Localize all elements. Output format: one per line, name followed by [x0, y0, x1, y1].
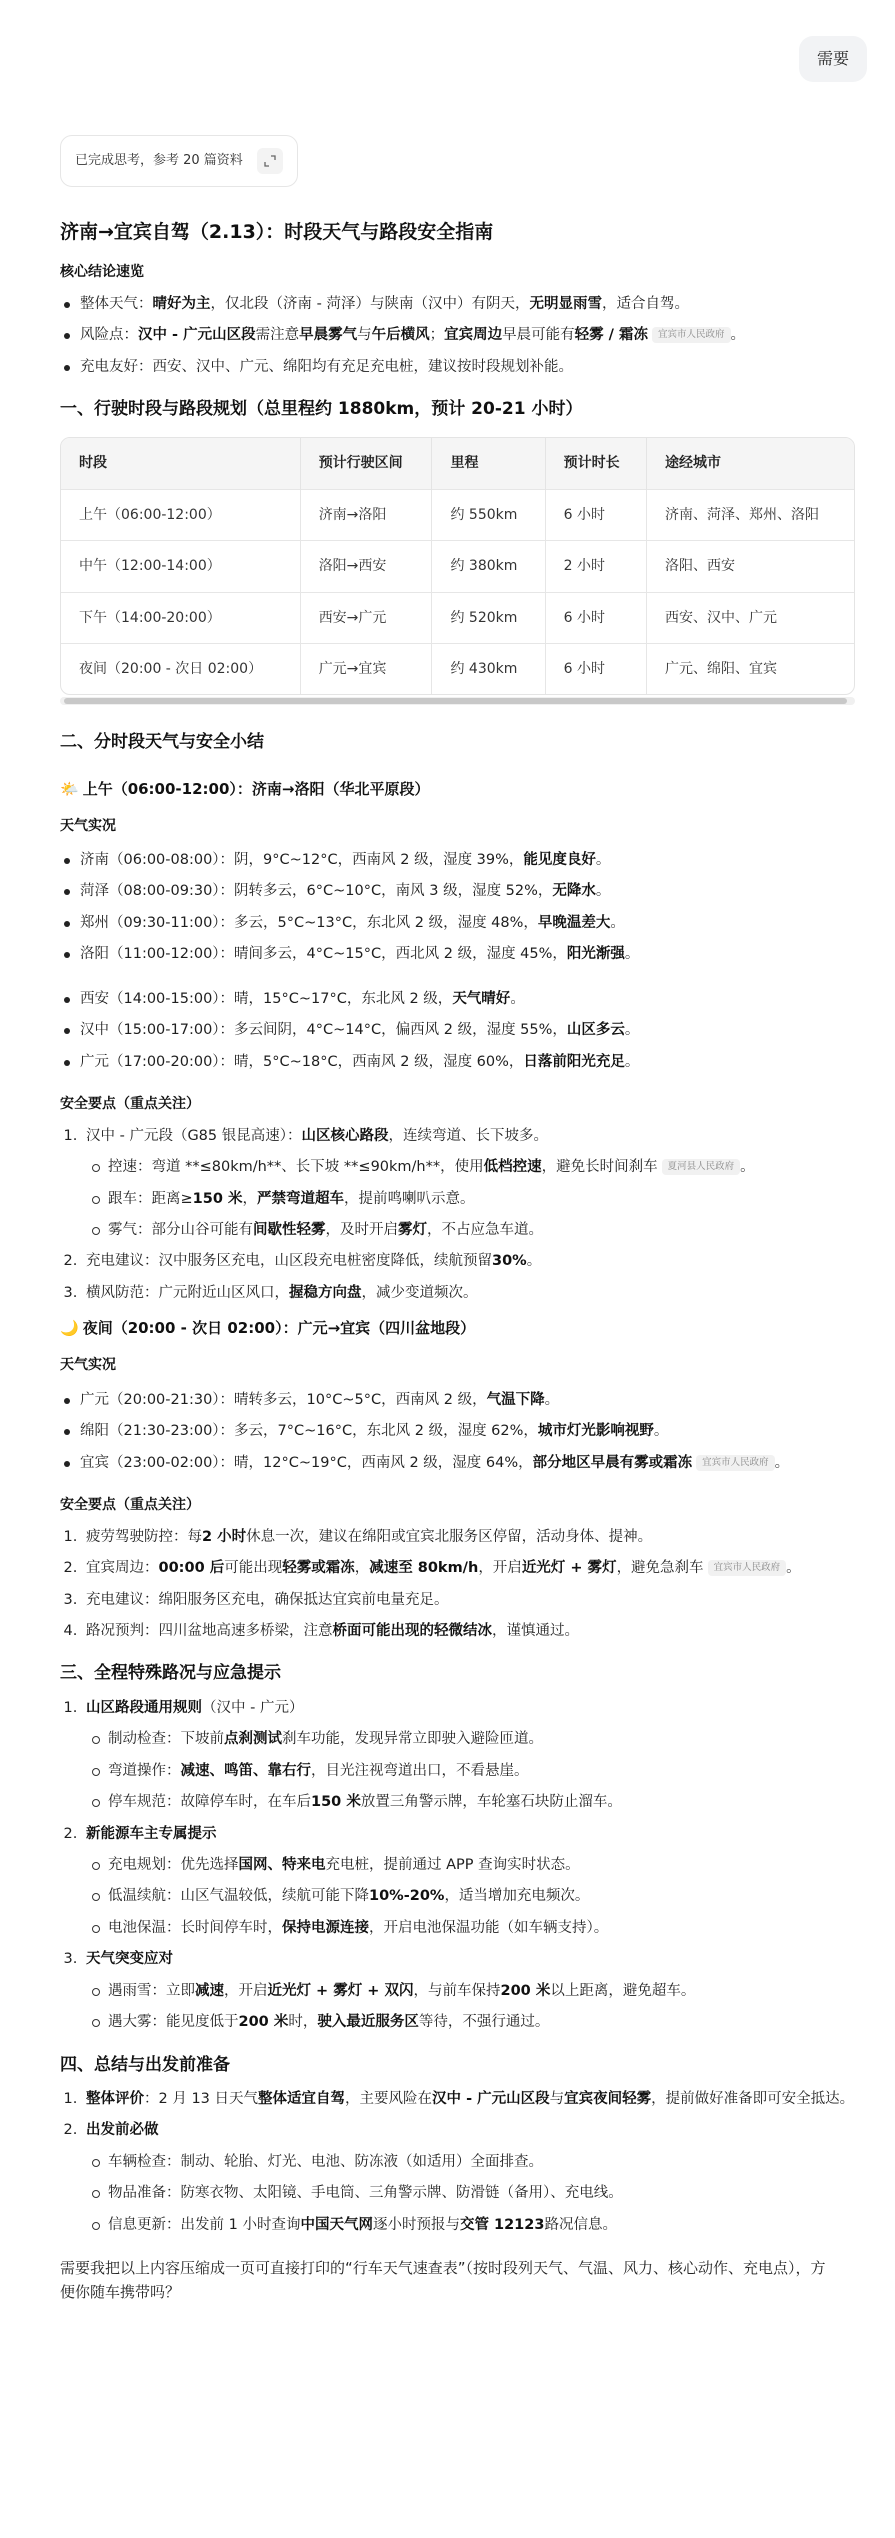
- summary-list: [60, 293, 855, 378]
- list-item: 制动检查：下坡前点刹测试刹车功能，发现异常立即驶入避险匝道。: [86, 1728, 855, 1750]
- list-item: 物品准备：防寒衣物、太阳镜、手电筒、三角警示牌、防滑链（备用）、充电线。: [86, 2182, 855, 2204]
- list-item: 2. 充电建议：汉中服务区充电，山区段充电桩密度降低，续航预留30%。: [82, 1250, 855, 1272]
- list-item: 充电友好：西安、汉中、广元、绵阳均有充足充电桩，建议按时段规划补能。: [60, 356, 855, 378]
- column-header: 预计行驶区间: [300, 438, 432, 489]
- route-table: [60, 437, 855, 695]
- list-item: 低温续航：山区气温较低，续航可能下降10%-20%，适当增加充电频次。: [86, 1885, 855, 1907]
- list-item: 2. 出发前必做 车辆检查：制动、轮胎、灯光、电池、防冻液（如适用）全面排查。 物品准备：防寒衣物、太阳镜、手电筒、三角警示牌、防滑链（备用）、充电线。 信息更新：出发前 1 小时查询中国天气网逐小时预报与交管 12123路况信息。: [82, 2119, 855, 2236]
- section-1-heading: 一、行驶时段与路段规划（总里程约 1880km，预计 20-21 小时）: [60, 399, 583, 420]
- list-item: 2. 新能源车主专属提示 充电规划：优先选择国网、特来电充电桩，提前通过 APP 查询实时状态。 低温续航：山区气温较低，续航可能下降10%-20%，适当增加充电频次。 电池保温：长时间停车时，保持电源连接，开启电池保温功能（如车辆支持）。: [82, 1823, 855, 1940]
- thinking-summary[interactable]: [60, 135, 298, 187]
- table-cell: 下午（14:00-20:00）: [61, 592, 300, 643]
- user-message-bubble: [799, 36, 867, 82]
- list-item: 西安（14:00-15:00）：晴，15°C~17°C，东北风 2 级，天气晴好。: [60, 988, 855, 1010]
- table-cell: 广元、绵阳、宜宾: [646, 643, 854, 694]
- list-item: 洛阳（11:00-12:00）：晴间多云，4°C~15°C，西北风 2 级，湿度 45%，阳光渐强。: [60, 943, 855, 965]
- sub-list: [86, 1156, 855, 1241]
- list-item: 1. 疲劳驾驶防控：每2 小时休息一次，建议在绵阳或宜宾北服务区停留，活动身体、提神。: [82, 1526, 855, 1548]
- expand-icon[interactable]: [257, 148, 283, 174]
- answer-title: 济南→宜宾自驾（2.13）：时段天气与路段安全指南: [60, 221, 494, 243]
- safety-heading: 安全要点（重点关注）: [60, 1096, 200, 1113]
- table-header-row: [61, 438, 854, 489]
- moon-icon: 🌙: [60, 1319, 79, 1338]
- afternoon-weather-list: [60, 988, 855, 1073]
- table-cell: 中午（12:00-14:00）: [61, 541, 300, 592]
- list-item: 遇雨雪：立即减速，开启近光灯 + 雾灯 + 双闪，与前车保持200 米以上距离，避免超车。: [86, 1980, 855, 2002]
- sub-list: [86, 1728, 855, 1813]
- closing-question: 需要我把以上内容压缩成一页可直接打印的“行车天气速查表”（按时段列天气、气温、风力、核心动作、充电点），方便你随车携带吗？: [60, 2259, 826, 2302]
- morning-weather-list: [60, 849, 855, 966]
- list-item: 充电规划：优先选择国网、特来电充电桩，提前通过 APP 查询实时状态。: [86, 1854, 855, 1876]
- weather-heading: 天气实况: [60, 1357, 116, 1374]
- citation-badge[interactable]: 宜宾市人民政府: [696, 1455, 775, 1471]
- list-item: 菏泽（08:00-09:30）：阴转多云，6°C~10°C，南风 3 级，湿度 52%，无降水。: [60, 880, 855, 902]
- list-item: 弯道操作：减速、鸣笛、靠右行，目光注视弯道出口，不看悬崖。: [86, 1760, 855, 1782]
- list-item: 1. 汉中 - 广元段（G85 银昆高速）：山区核心路段，连续弯道、长下坡多。 控速：弯道 **≤80km/h**、长下坡 **≤90km/h**，使用低档控速，避免长时间刹车 夏河县人民政府 。 跟车：距离≥150 米，严禁弯道超车，提前鸣喇叭示意。 雾气：部分山谷可能有间歇性轻雾，及时开启雾灯，不占应急车道。: [82, 1125, 855, 1242]
- weather-heading: 天气实况: [60, 817, 116, 834]
- table-cell: 约 430km: [432, 643, 545, 694]
- column-header: 预计时长: [545, 438, 646, 489]
- sun-cloud-icon: 🌤️: [60, 779, 79, 798]
- summary-heading: 核心结论速览: [60, 264, 144, 281]
- list-item: 济南（06:00-08:00）：阴，9°C~12°C，西南风 2 级，湿度 39%，能见度良好。: [60, 849, 855, 871]
- column-header: 途经城市: [646, 438, 854, 489]
- safety-list: [60, 1125, 855, 1305]
- list-item: 2. 宜宾周边：00:00 后可能出现轻雾或霜冻，减速至 80km/h，开启近光灯 + 雾灯，避免急刹车 宜宾市人民政府 。: [82, 1557, 855, 1579]
- table-cell: 济南、菏泽、郑州、洛阳: [646, 489, 854, 540]
- emergency-list: [60, 1697, 855, 2034]
- list-item: 广元（20:00-21:30）：晴转多云，10°C~5°C，西南风 2 级，气温下降。: [60, 1389, 855, 1411]
- list-item: 1. 山区路段通用规则（汉中 - 广元） 制动检查：下坡前点刹测试刹车功能，发现异常立即驶入避险匝道。 弯道操作：减速、鸣笛、靠右行，目光注视弯道出口，不看悬崖。 停车规范：故障停车时，在车后150 米放置三角警示牌，车轮塞石块防止溜车。: [82, 1697, 855, 1814]
- table-cell: 济南→洛阳: [300, 489, 432, 540]
- list-item: 信息更新：出发前 1 小时查询中国天气网逐小时预报与交管 12123路况信息。: [86, 2214, 855, 2236]
- list-item: 广元（17:00-20:00）：晴，5°C~18°C，西南风 2 级，湿度 60%，日落前阳光充足。: [60, 1051, 855, 1073]
- table-cell: 洛阳→西安: [300, 541, 432, 592]
- table-cell: 6 小时: [545, 489, 646, 540]
- night-weather-list: [60, 1389, 855, 1474]
- list-item: 电池保温：长时间停车时，保持电源连接，开启电池保温功能（如车辆支持）。: [86, 1917, 855, 1939]
- list-item: 控速：弯道 **≤80km/h**、长下坡 **≤90km/h**，使用低档控速，避免长时间刹车 夏河县人民政府 。: [86, 1156, 855, 1178]
- section-4-heading: 四、总结与出发前准备: [60, 2054, 230, 2075]
- table-cell: 广元→宜宾: [300, 643, 432, 694]
- section-2-heading: 二、分时段天气与安全小结: [60, 732, 264, 753]
- list-item: 汉中（15:00-17:00）：多云间阴，4°C~14°C，偏西风 2 级，湿度 55%，山区多云。: [60, 1019, 855, 1041]
- table-cell: 6 小时: [545, 643, 646, 694]
- table-cell: 约 380km: [432, 541, 545, 592]
- table-cell: 洛阳、西安: [646, 541, 854, 592]
- list-item: 3. 天气突变应对 遇雨雪：立即减速，开启近光灯 + 雾灯 + 双闪，与前车保持200 米以上距离，避免超车。 遇大雾：能见度低于200 米时，驶入最近服务区等待，不强行通过。: [82, 1948, 855, 2033]
- section-3-heading: 三、全程特殊路况与应急提示: [60, 1663, 281, 1684]
- list-item: 整体天气：晴好为主，仅北段（济南 - 菏泽）与陕南（汉中）有阴天，无明显雨雪，适合自驾。: [60, 293, 855, 315]
- column-header: 时段: [61, 438, 300, 489]
- sub-list: [86, 2151, 855, 2236]
- table-cell: 西安→广元: [300, 592, 432, 643]
- list-item: 雾气：部分山谷可能有间歇性轻雾，及时开启雾灯，不占应急车道。: [86, 1219, 855, 1241]
- morning-heading: 🌤️ 上午（06:00-12:00）：济南→洛阳（华北平原段）: [60, 779, 430, 798]
- safety-list: [60, 1526, 855, 1643]
- scrollbar-thumb[interactable]: [64, 698, 847, 704]
- list-item: 3. 充电建议：绵阳服务区充电，确保抵达宜宾前电量充足。: [82, 1589, 855, 1611]
- table-cell: 上午（06:00-12:00）: [61, 489, 300, 540]
- summary-prep-list: [60, 2088, 855, 2236]
- user-message-text: 需要: [816, 49, 849, 68]
- table-cell: 2 小时: [545, 541, 646, 592]
- table-cell: 约 550km: [432, 489, 545, 540]
- table-cell: 西安、汉中、广元: [646, 592, 854, 643]
- citation-badge[interactable]: 夏河县人民政府: [662, 1159, 741, 1175]
- list-item: 3. 横风防范：广元附近山区风口，握稳方向盘，减少变道频次。: [82, 1282, 855, 1304]
- night-heading: 🌙 夜间（20:00 - 次日 02:00）：广元→宜宾（四川盆地段）: [60, 1319, 476, 1338]
- table-row: [61, 541, 854, 592]
- citation-badge[interactable]: 宜宾市人民政府: [652, 327, 731, 343]
- list-item: 车辆检查：制动、轮胎、灯光、电池、防冻液（如适用）全面排查。: [86, 2151, 855, 2173]
- thinking-label: 已完成思考，参考 20 篇资料: [75, 152, 243, 168]
- list-item: 宜宾（23:00-02:00）：晴，12°C~19°C，西南风 2 级，湿度 64%，部分地区早晨有雾或霜冻 宜宾市人民政府 。: [60, 1452, 855, 1474]
- list-item: 风险点：汉中 - 广元山区段需注意早晨雾气与午后横风；宜宾周边早晨可能有轻雾 / 霜冻 宜宾市人民政府 。: [60, 324, 855, 346]
- table-row: [61, 592, 854, 643]
- list-item: 跟车：距离≥150 米，严禁弯道超车，提前鸣喇叭示意。: [86, 1188, 855, 1210]
- list-item: 郑州（09:30-11:00）：多云，5°C~13°C，东北风 2 级，湿度 48%，早晚温差大。: [60, 912, 855, 934]
- list-item: 4. 路况预判：四川盆地高速多桥梁，注意桥面可能出现的轻微结冰，谨慎通过。: [82, 1620, 855, 1642]
- list-item: 1. 整体评价：2 月 13 日天气整体适宜自驾，主要风险在汉中 - 广元山区段与宜宾夜间轻雾，提前做好准备即可安全抵达。: [82, 2088, 855, 2110]
- table-cell: 夜间（20:00 - 次日 02:00）: [61, 643, 300, 694]
- list-item: 停车规范：故障停车时，在车后150 米放置三角警示牌，车轮塞石块防止溜车。: [86, 1791, 855, 1813]
- table-row: [61, 643, 854, 694]
- list-item: 遇大雾：能见度低于200 米时，驶入最近服务区等待，不强行通过。: [86, 2011, 855, 2033]
- column-header: 里程: [432, 438, 545, 489]
- table-horizontal-scrollbar[interactable]: [60, 697, 855, 705]
- table-cell: 6 小时: [545, 592, 646, 643]
- sub-list: [86, 1980, 855, 2034]
- table-cell: 约 520km: [432, 592, 545, 643]
- list-item: 绵阳（21:30-23:00）：多云，7°C~16°C，东北风 2 级，湿度 62%，城市灯光影响视野。: [60, 1420, 855, 1442]
- sub-list: [86, 1854, 855, 1939]
- safety-heading: 安全要点（重点关注）: [60, 1497, 200, 1514]
- citation-badge[interactable]: 宜宾市人民政府: [708, 1560, 787, 1576]
- table-row: [61, 489, 854, 540]
